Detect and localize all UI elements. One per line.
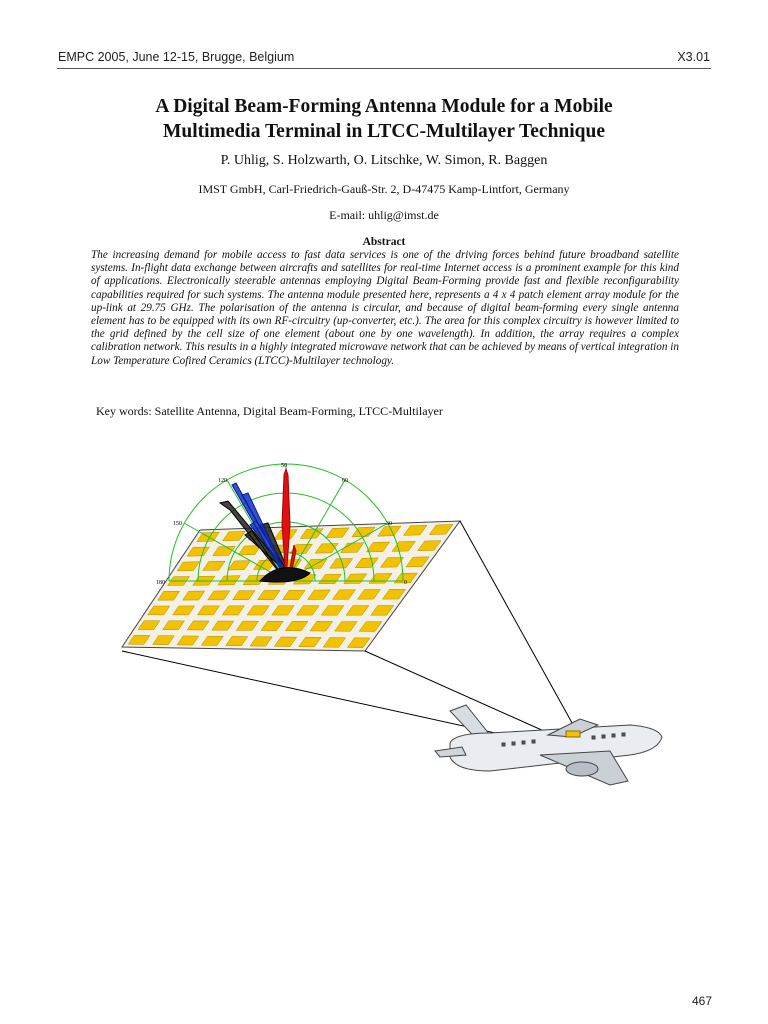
polar-label-30: 30 [386,521,392,527]
email: E-mail: uhlig@imst.de [329,208,439,222]
keywords: Key words: Satellite Antenna, Digital Beam-Forming, LTCC-Multilayer [96,404,443,418]
polar-label-90: 50 [281,463,287,469]
authors: P. Uhlig, S. Holzwarth, O. Litschke, W. Simon, R. Baggen [220,153,548,168]
conference-header: EMPC 2005, June 12-15, Brugge, Belgium [58,50,295,64]
antenna-figure [110,455,710,795]
title-line-1: A Digital Beam-Forming Antenna Module for a Mobile [155,96,613,117]
abstract-heading: Abstract [362,236,406,248]
polar-label-60: 60 [342,478,348,484]
header-rule [57,68,711,69]
airplane [435,705,662,785]
title-line-2: Multimedia Terminal in LTCC-Multilayer Technique [162,121,606,142]
polar-label-150: 150 [173,521,182,527]
affiliation: IMST GmbH, Carl-Friedrich-Gauß-Str. 2, D-47475 Kamp-Lintfort, Germany [198,182,570,196]
polar-label-0: 0 [404,580,407,586]
airplane-engine [566,762,598,776]
airplane-stabilizer [435,747,466,757]
polar-label-180: 180 [156,580,165,586]
airplane-antenna-patch [566,731,580,737]
array-board [122,521,460,651]
paper-title [60,94,708,144]
paper-code: X3.01 [677,50,710,64]
page-number: 467 [691,994,712,1008]
abstract-text: The increasing demand for mobile access to fast data services is one of the driving forces behind future broadband satellite systems. In-flight data exchange between aircrafts and satellites for real-time Internet access is a prominent example for this kind of applications. Electronically steerable antennas employing Digital Beam-Forming provide fast and flexible reconfigurability capabilities required for such systems. The antenna module presented here, represents a 4 x 4 patch element array module for the up-link at 29.75 GHz. The polarisation of the antenna is circular, and because of digital beam-forming every single antenna element has to be equipped with its own RF-circuitry (up-converter, etc.). The area for this complex circuitry is however limited to the grid defined by the cell size of one element (about one by one wavelength). In addition, the array requires a complex calibration network. This results in a highly integrated microwave network that can be achieved by means of vertical integration in Low Temperature Cofired Ceramics (LTCC)-Multilayer technology. [91,249,679,367]
polar-label-120: 120 [218,478,227,484]
